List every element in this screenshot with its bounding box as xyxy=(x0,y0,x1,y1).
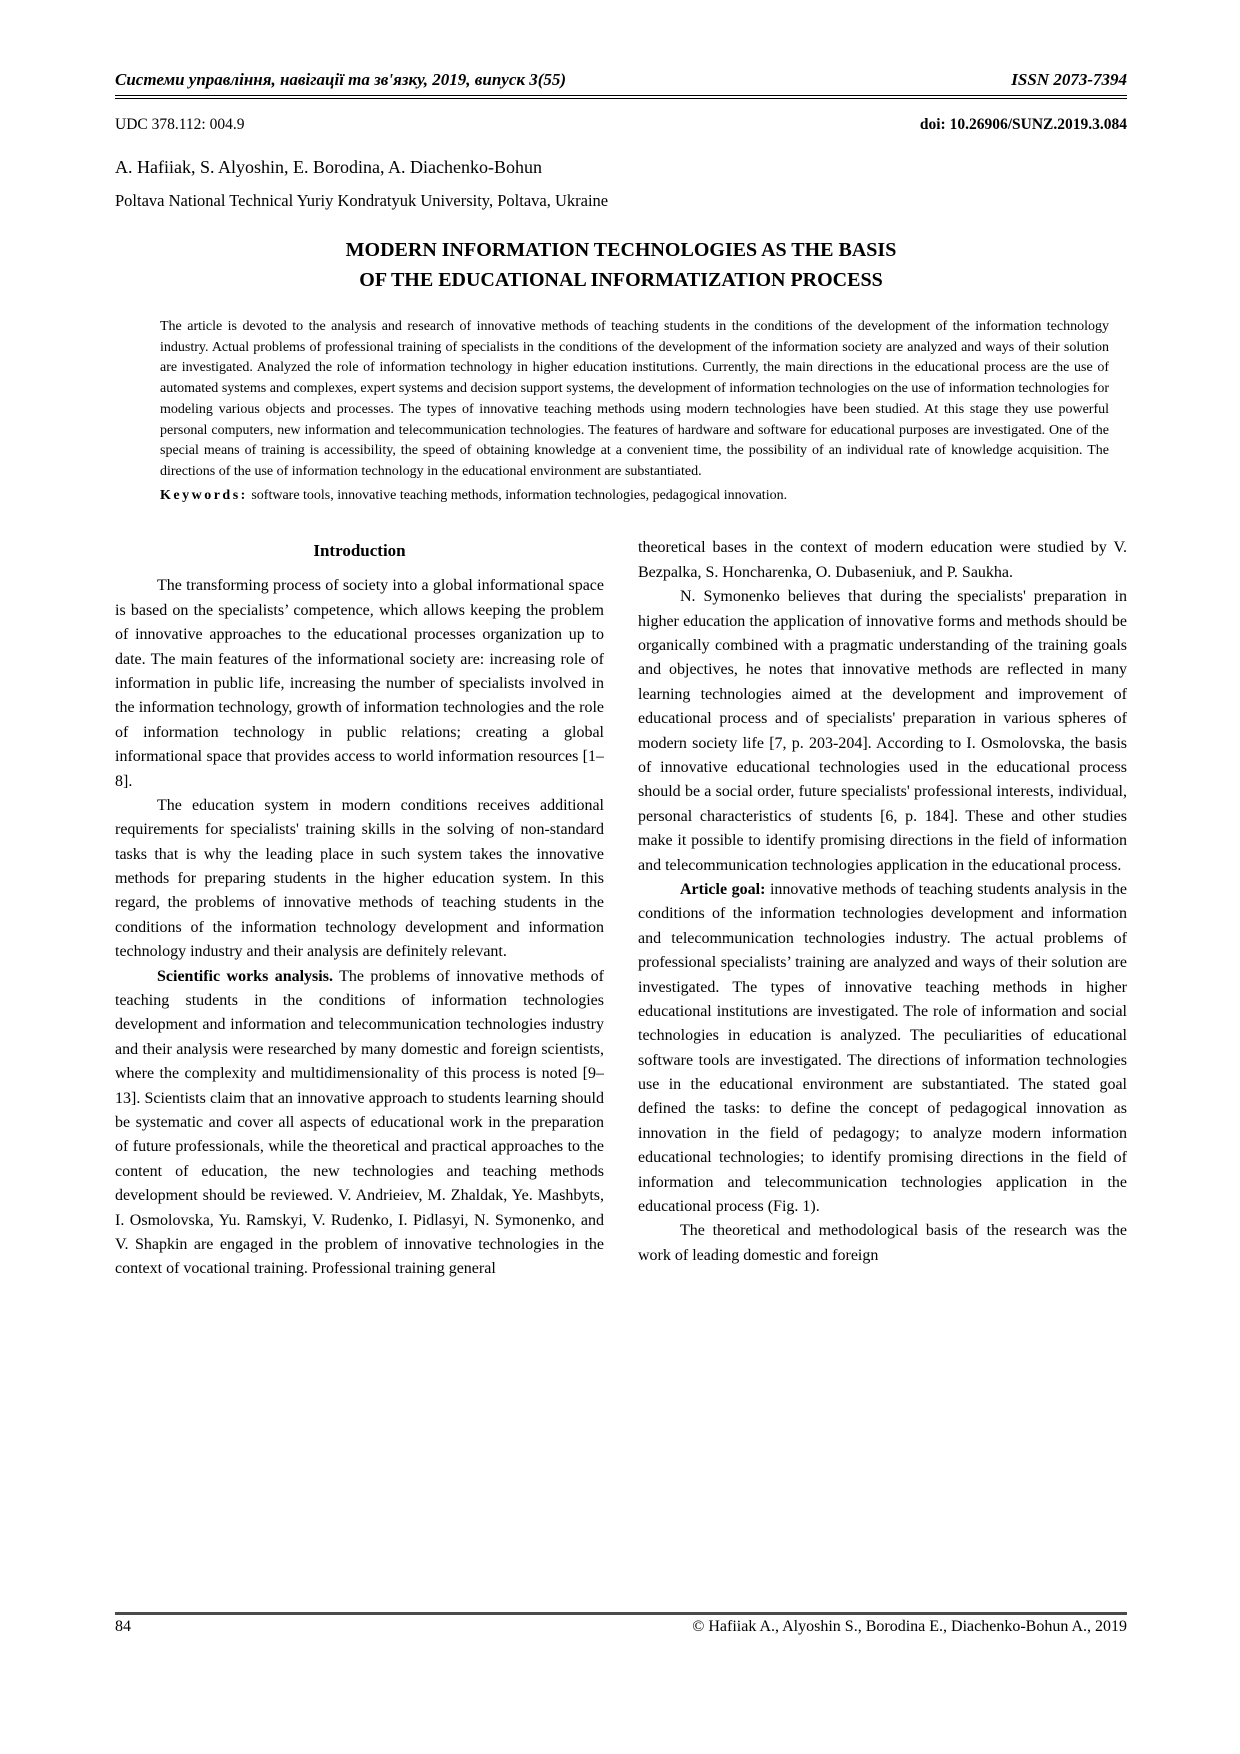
keywords-text: software tools, innovative teaching methods, information technologies, pedagogical innovation. xyxy=(247,487,788,503)
journal-issn: ISSN 2073-7394 xyxy=(1011,70,1127,89)
journal-title: Системи управління, навігації та зв'язку, 2019, випуск 3(55) xyxy=(115,70,567,89)
journal-header xyxy=(115,70,1127,99)
keywords-label: Keywords: xyxy=(160,487,248,503)
right-paragraph-3 xyxy=(638,878,1127,1219)
udc-code: UDC 378.112: 004.9 xyxy=(115,116,245,133)
left-paragraph-3 xyxy=(115,965,604,1282)
right-paragraph-2: N. Symonenko believes that during the specialists' preparation in higher education the application of innovative forms and methods should be organically combined with a pragmatic understanding of the training goals and objectives, he notes that innovative methods are reflected in many learning technologies aimed at the development and improvement of educational process and of specialists' preparation in various spheres of modern society life [7, p. 203-204]. According to I. Osmolovska, the basis of innovative educational technologies used in the educational process should be a social order, future specialists' professional interests, individual, personal characteristics of students [6, p. 184]. These and other studies make it possible to identify promising directions in the field of information and telecommunication technologies application in the educational process. xyxy=(638,588,1127,874)
left-paragraph-3-rest: The problems of innovative methods of teaching students in the conditions of information technologies development and information and telecommunication technologies industry and their analysis were researched by many domestic and foreign scientists, where the complexity and multidimensionality of this process is noted [9–13]. Scientists claim that an innovative approach to students learning should be systematic and cover all aspects of educational work in the preparation of future professionals, while the theoretical and practical approaches to the content of education, the new technologies and teaching methods development should be reviewed. V. Andrieiev, M. Zhaldak, Ye. Mashbyts, I. Osmolovska, Yu. Ramskyi, V. Rudenko, I. Pidlasyi, N. Symonenko, and V. Shapkin are engaged in the problem of innovative technologies in the context of vocational training. Professional training general xyxy=(115,967,604,1278)
right-paragraph-3-rest: innovative methods of teaching students analysis in the conditions of the information technologies development and information and telecommunication technologies industry. The actual problems of professional specialists’ training are analyzed and ways of their solution are investigated. The types of innovative teaching methods in higher educational institutions are investigated. The role of information and social technologies in education is analyzed. The peculiarities of educational software tools are investigated. The directions of information technologies use in the educational environment are substantiated. The stated goal defined the tasks: to define the concept of pedagogical innovation as innovation in the field of pedagogy; to analyze modern information educational technologies; to identify promising directions in the field of information and telecommunication technologies application in the educational process (Fig. 1). xyxy=(638,880,1127,1216)
udc-doi-row xyxy=(115,116,1127,134)
right-column xyxy=(638,536,1127,1498)
keywords-line xyxy=(160,483,1109,507)
right-paragraph-4: The theoretical and methodological basis of the research was the work of leading domestic and foreign xyxy=(638,1222,1127,1264)
paper-title xyxy=(115,235,1127,295)
right-paragraph-3-lead: Article goal: xyxy=(680,880,766,898)
left-paragraph-2: The education system in modern conditions receives additional requirements for specialists' training skills in the solving of non-standard tasks that is why the leading place in such system takes the innovative methods for preparing students in the higher education system. In this regard, the problems of innovative methods of teaching students in the conditions of the information technology development and information technology industry and their analysis are definitely relevant. xyxy=(115,796,604,961)
authors-line: A. Hafiiak, S. Alyoshin, E. Borodina, A. Diachenko-Bohun xyxy=(115,157,542,177)
right-paragraph-1: theoretical bases in the context of modern education were studied by V. Bezpalka, S. Honcharenka, O. Dubaseniuk, and P. Saukha. xyxy=(638,539,1127,581)
affiliation-line: Poltava National Technical Yuriy Kondratyuk University, Poltava, Ukraine xyxy=(115,191,609,210)
left-paragraph-1: The transforming process of society into a global informational space is based on the specialists’ competence, which allows keeping the problem of innovative approaches to the educational processes organization up to date. The main features of the informational society are: increasing role of information in public life, increasing the number of specialists involved in the information technology, growth of information technologies and the role of information technology in public relations; creating a global informational space that provides access to world information resources [1–8]. xyxy=(115,577,604,790)
paper-page xyxy=(115,70,1127,1498)
paper-title-line2: OF THE EDUCATIONAL INFORMATIZATION PROCESS xyxy=(359,269,883,291)
doi-code: doi: 10.26906/SUNZ.2019.3.084 xyxy=(919,116,1127,133)
left-paragraph-3-lead: Scientific works analysis. xyxy=(157,967,333,985)
page-footer xyxy=(115,1612,1127,1636)
introduction-heading: Introduction xyxy=(313,541,406,561)
two-column-body xyxy=(115,536,1127,1498)
abstract-text: The article is devoted to the analysis and research of innovative methods of teaching students in the conditions of the development of the information technology industry. Actual problems of professional training of specialists in the conditions of the development of the information society are analyzed and ways of their solution are investigated. Analyzed the role of information technology in higher education institutions. Currently, the main directions in the educational process are the use of automated systems and complexes, expert systems and decision support systems, the development of information technologies on the use of information technologies for modeling various objects and processes. The types of innovative teaching methods using modern technologies have been studied. At this stage they use powerful personal computers, new information and telecommunication technologies. The features of hardware and software for educational purposes are investigated. One of the special means of training is accessibility, the speed of obtaining knowledge at a convenient time, the possibility of an individual rate of knowledge acquisition. The directions of the use of information technology in the educational environment are substantiated. xyxy=(160,319,1109,480)
copyright-line: © Hafiiak A., Alyoshin S., Borodina E., Diachenko-Bohun A., 2019 xyxy=(692,1618,1127,1635)
page-number: 84 xyxy=(115,1618,131,1635)
paper-title-line1: MODERN INFORMATION TECHNOLOGIES AS THE BASIS xyxy=(345,239,897,261)
left-column xyxy=(115,536,604,1498)
